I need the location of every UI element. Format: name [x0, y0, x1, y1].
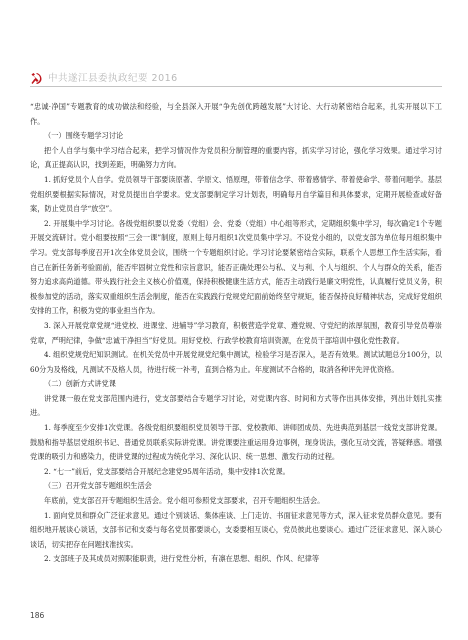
section-heading: （二）创新方式讲党课 — [44, 379, 116, 389]
body-paragraph: 把个人自学与集中学习结合起来，把学习情况作为党员积分制管理的重要内容，抓实学习讨论，强化学习效果。通过学习讨论，真正提高认识，找到差距，明确努力方向。 — [30, 145, 442, 170]
party-emblem-icon — [30, 72, 43, 85]
body-paragraph: 1. 抓好党员个人自学。党员领导干部要读原著、学原文、悟原理，带着信念学、带着感情学、带着使命学、带着问题学。基层党组织要根据实际情况，对党员提出自学要求。党支部要制定学习计划表，明确每月自学篇目和具体要求，定期开展检查或好备案，防止党员自学“放空”。 — [30, 174, 442, 214]
section-heading: （三）召开党支部专题组织生活会 — [44, 481, 152, 491]
body-paragraph: 2. “七一”前后，党支部要结合开展纪念建党95周年活动，集中安排1次党课。 — [44, 466, 290, 476]
body-paragraph: 1. 每季度至少安排1次党课。各级党组织要组织党员领导干部、党校教师、讲师团成员、先进典范到基层一线党支部讲党课。鼓励和指导基层党组织书记、普通党员联系实际讲党课。讲党课要注重运用身边事例，现身说法，强化互动交流，答疑释惑。增强党课的吸引力和感染力，使讲党课的过程成为统化学习、深化认识、统一思想、激发行动的过程。 — [30, 423, 442, 462]
body-paragraph: 4. 组织党规党纪知识测试。在机关党员中开展党规党纪集中测试，检验学习是否深入，是否有效果。测试试题总分100分，以60分为及格线，凡测试不及格人员，待进行统一补考，直到合格为止。年度测试不合格的，取消各种评先评优资格。 — [30, 350, 442, 374]
body-paragraph: 2. 开展集中学习讨论。各级党组织要以党委（党组）会、党委（党组）中心组等形式，定期组织集中学习，每次确定1个专题开展交流研讨。党小组要按照“三会一课”制度，原则上每月组织1次党员集中学习。不设党小组的，以党支部为单位每月组织集中学习。党支部每季度召开1次全体党员会议，围绕一个专题组织讨论。学习讨论要紧密结合实际，联系个人思想工作生活实际，看自己在新任务新考验面前，能否牢固树立党性和宗旨意识，能否正确处理公与私、义与利、个人与组织、个人与群众的关系，能否努力追求高尚道德。带头践行社会主义核心价值观，保持积极健康生活方式，能否主动践行是廉文明党性，认真履行党员义务，积极参加党的活动，落实双重组织生活会制度，能否在实践践行党规党纪面前始终坚守规矩，能否保持良好精神状态，完成好党组织安排的工作，积极为党的事业担当作为。 — [30, 218, 442, 316]
body-paragraph: 3. 深入开展党章党规“进党校、进课堂、进辅导”学习教育，积极营造学党章、遵党规、守党纪的浓厚氛围，教育引导党员尊崇党章，严明纪律，争做“忠诚干净担当”好党员。用好党校、行政学校教育培训资源，在党员干部培训中强化党性教育。 — [30, 320, 442, 345]
page-number: 186 — [30, 611, 45, 620]
page-header — [30, 72, 442, 86]
header-divider — [30, 86, 442, 87]
body-paragraph: “忠诚·净国”专题教育的成功做法和经验，与全县深入开展“争先创优跨越发展”大讨论、大行动紧密结合起来，扎实开展以下工作。 — [30, 102, 442, 126]
header-title: 中共遂江县委执政纪要 2016 — [48, 73, 178, 84]
section-heading: （一）围绕专题学习讨论 — [44, 131, 124, 141]
body-paragraph: 年底前，党支部召开专题组织生活会。党小组可参照党支部要求，召开专题组织生活会。 — [44, 496, 325, 506]
body-paragraph: 2. 支部班子及其成员对照职能职责，进行党性分析，有凛在思想、组织、作风、纪律等 — [44, 554, 320, 564]
body-text — [30, 100, 442, 567]
body-paragraph: 讲党课一般在党支部范围内进行，党支部要结合专题学习讨论，对党课内容、时间和方式等作出具体安排，列出计划扎实推进。 — [30, 393, 442, 418]
body-paragraph: 1. 面向党员和群众广泛征求意见。通过个别谈话、集体座谈、上门走访、书面征求意见等方式，深入征求党员群众意见。要有组织地开展谈心谈话，支部书记和支委与每名党员都要谈心，支委要相互谈心，党员彼此也要谈心。通过广泛征求意见、深入谈心谈话，切实把存在问题找准找实。 — [30, 510, 442, 549]
